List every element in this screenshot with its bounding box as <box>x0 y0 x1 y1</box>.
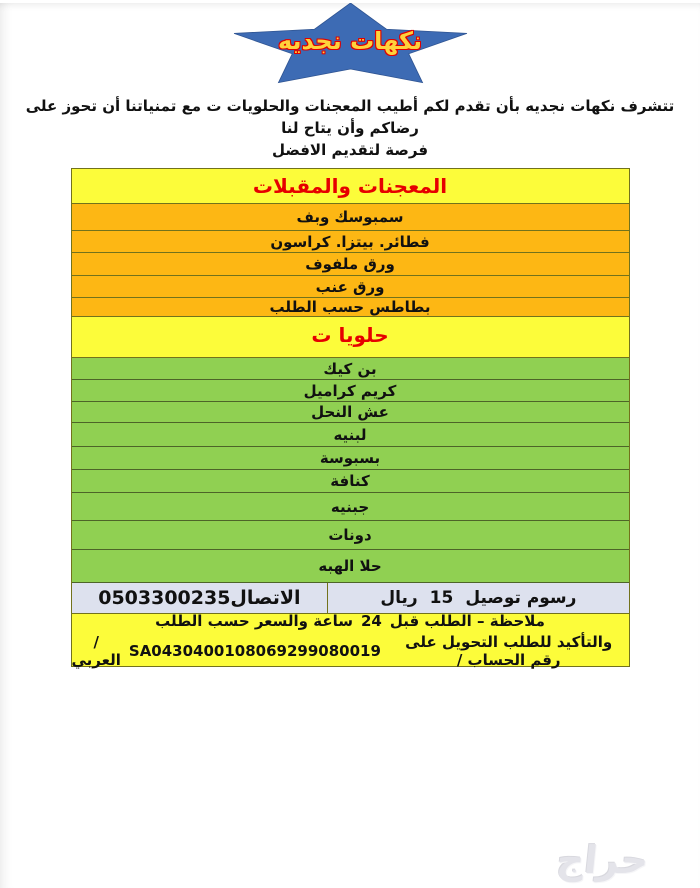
menu-item-row: جبنيه <box>72 493 629 521</box>
menu-item-row: كنافة <box>72 470 629 493</box>
note-hours: 24 <box>360 611 382 630</box>
logo <box>228 3 473 91</box>
section-header-sweets: حلويا ت <box>72 317 629 358</box>
menu-item-row: ورق ملفوف <box>72 253 629 276</box>
menu-item-row: ورق عنب <box>72 276 629 298</box>
section-header-pastries: المعجنات والمقبلات <box>72 169 629 204</box>
notes-footer <box>71 611 629 669</box>
contact-cell <box>72 583 328 613</box>
note-text: ساعة والسعر حسب الطلب <box>155 611 353 630</box>
note-bank-name: / العربي <box>71 632 121 669</box>
note-line-2 <box>72 633 629 669</box>
delivery-fee-cell <box>327 583 628 613</box>
contact-label: الاتصال <box>230 587 301 610</box>
menu-item-row: فطائر. بيتزا. كراسون <box>72 231 629 253</box>
menu-item-row: لبنيه <box>72 423 629 447</box>
menu-flyer-page <box>0 3 700 888</box>
delivery-fee-amount: 15 <box>429 588 454 609</box>
delivery-fee-currency: ريال <box>380 588 418 609</box>
note-line-1 <box>155 612 545 630</box>
intro-line-1: تتشرف نكهات نجديه بأن تقدم لكم أطيب المعجنات والحلويات ت مع تمنياتنا أن تحوز على رضاكم وأن يتاح لنا <box>25 97 675 137</box>
menu-item-row: بسبوسة <box>72 447 629 470</box>
menu-item-row: بن كيك <box>72 358 629 380</box>
intro-text <box>0 96 700 161</box>
menu-item-row: عش النحل <box>72 402 629 423</box>
menu-table <box>71 168 630 667</box>
menu-item-row: كريم كراميل <box>72 380 629 402</box>
haraj-watermark: حراج <box>554 838 651 882</box>
menu-item-row: حلا الهبه <box>72 550 629 583</box>
delivery-contact-row <box>72 583 629 614</box>
delivery-fee-label: رسوم توصيل <box>465 588 577 609</box>
menu-item-row: بطاطس حسب الطلب <box>72 298 629 317</box>
menu-item-row: سمبوسك وبف <box>72 204 629 231</box>
iban-number: SA0430400108069299080019 <box>128 641 381 660</box>
brand-name: نكهات نجديه <box>277 27 423 55</box>
note-text: ملاحظة – الطلب قبل <box>389 611 545 630</box>
note-transfer-text: والتأكيد للطلب التحويل على رقم الحساب / <box>405 632 613 669</box>
contact-phone-number: 0503300235 <box>98 587 231 610</box>
intro-line-2: فرصة لتقديم الافضل <box>271 140 429 159</box>
menu-item-row: دونات <box>72 521 629 550</box>
